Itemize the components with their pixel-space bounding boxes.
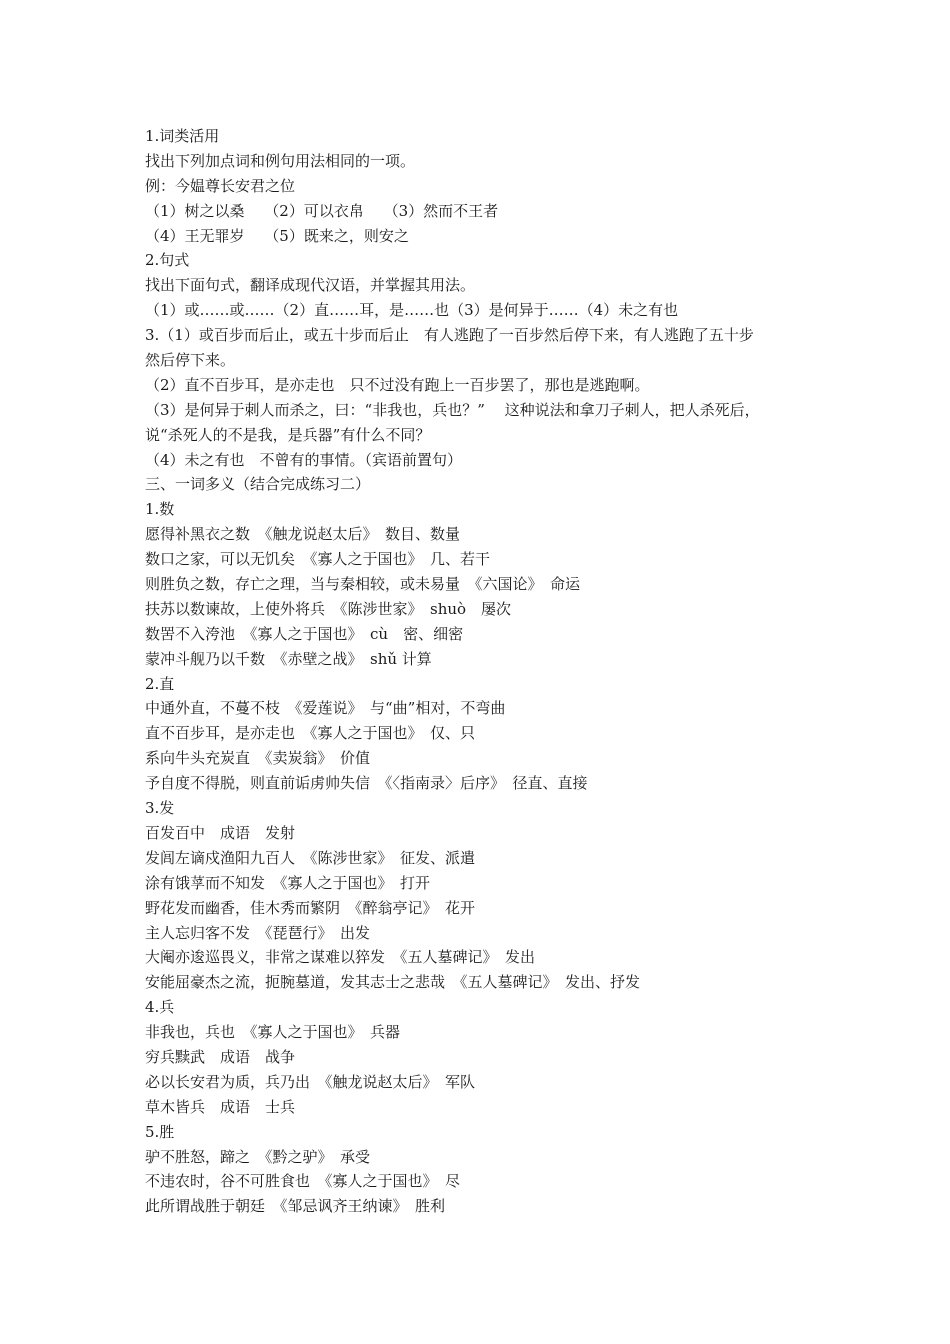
text-line: 说“杀死人的不是我，是兵器”有什么不同？ <box>145 425 431 444</box>
text-line: 主人忘归客不发 《琵琶行》 出发 <box>145 923 371 942</box>
text-line: 野花发而幽香，佳木秀而繁阴 《醉翁亭记》 花开 <box>145 898 476 917</box>
text-line: 大阉亦逡巡畏义，非常之谋难以猝发 《五人墓碑记》 发出 <box>145 948 536 967</box>
text-line: （4）未之有也 不曾有的事情。（宾语前置句） <box>145 450 463 469</box>
text-line: 涂有饿莩而不知发 《寡人之于国也》 打开 <box>145 873 431 892</box>
text-line: 2.句式 <box>145 251 190 270</box>
text-line: （2）直不百步耳，是亦走也 只不过没有跑上一百步罢了，那也是逃跑啊。 <box>145 375 650 394</box>
text-line: 必以长安君为质，兵乃出 《触龙说赵太后》 军队 <box>145 1072 476 1091</box>
text-line: 愿得补黑衣之数 《触龙说赵太后》 数目、数量 <box>145 525 461 544</box>
text-line: 然后停下来。 <box>145 351 236 370</box>
text-line: 穷兵黩武 成语 战争 <box>145 1047 296 1066</box>
text-line: 4.兵 <box>145 998 175 1017</box>
text-line: 予自度不得脱，则直前诟虏帅失信 《〈指南录〉后序》 径直、直接 <box>145 774 588 793</box>
text-line: 非我也，兵也 《寡人之于国也》 兵器 <box>145 1023 401 1042</box>
text-line: 找出下面句式，翻译成现代汉语，并掌握其用法。 <box>145 276 476 295</box>
text-line: 三、一词多义（结合完成练习二） <box>145 475 371 494</box>
text-line: 直不百步耳，是亦走也 《寡人之于国也》 仅、只 <box>145 724 476 743</box>
text-line: （1）或……或……（2）直……耳，是……也（3）是何异于……（4）未之有也 <box>145 301 679 320</box>
text-line: 扶苏以数谏故，上使外将兵 《陈涉世家》 shuò 屡次 <box>145 599 512 618</box>
text-line: （1）树之以桑 （2）可以衣帛 （3）然而不王者 <box>145 201 499 220</box>
text-line: 发闾左谪戍渔阳九百人 《陈涉世家》 征发、派遣 <box>145 848 476 867</box>
text-line: 安能屈豪杰之流，扼腕墓道，发其志士之悲哉 《五人墓碑记》 发出、抒发 <box>145 973 641 992</box>
document-body <box>145 124 825 1219</box>
text-line: 此所谓战胜于朝廷 《邹忌讽齐王纳谏》 胜利 <box>145 1197 446 1216</box>
text-line: 3.（1）或百步而后止，或五十步而后止 有人逃跑了一百步然后停下来，有人逃跑了五十步 <box>145 326 754 345</box>
text-line: 例：今媪尊长安君之位 <box>145 176 296 195</box>
text-line: 百发百中 成语 发射 <box>145 823 296 842</box>
text-line: 3.发 <box>145 799 175 818</box>
text-line: （4）王无罪岁 （5）既来之，则安之 <box>145 226 409 245</box>
text-line: 1.词类活用 <box>145 127 220 145</box>
text-line: 数罟不入洿池 《寡人之于国也》 cù 密、细密 <box>145 624 464 643</box>
text-line: （3）是何异于刺人而杀之，曰：“非我也，兵也？” 这种说法和拿刀子刺人，把人杀死后， <box>145 400 760 419</box>
text-line: 找出下列加点词和例句用法相同的一项。 <box>145 151 416 170</box>
text-line: 则胜负之数，存亡之理，当与秦相较，或未易量 《六国论》 命运 <box>145 575 581 594</box>
text-line: 2.直 <box>145 674 175 693</box>
text-line: 5.胜 <box>145 1122 175 1141</box>
text-line: 数口之家，可以无饥矣 《寡人之于国也》 几、若干 <box>145 550 491 569</box>
text-line: 系向牛头充炭直 《卖炭翁》 价值 <box>145 749 371 768</box>
text-line: 草木皆兵 成语 士兵 <box>145 1097 296 1116</box>
text-line: 中通外直，不蔓不枝 《爱莲说》 与“曲”相对，不弯曲 <box>145 699 506 718</box>
text-line: 蒙冲斗舰乃以千数 《赤壁之战》 shǔ 计算 <box>145 649 432 668</box>
text-line: 驴不胜怒，蹄之 《黔之驴》 承受 <box>145 1147 371 1166</box>
text-line: 1.数 <box>145 500 175 519</box>
text-line: 不违农时，谷不可胜食也 《寡人之于国也》 尽 <box>145 1172 461 1191</box>
